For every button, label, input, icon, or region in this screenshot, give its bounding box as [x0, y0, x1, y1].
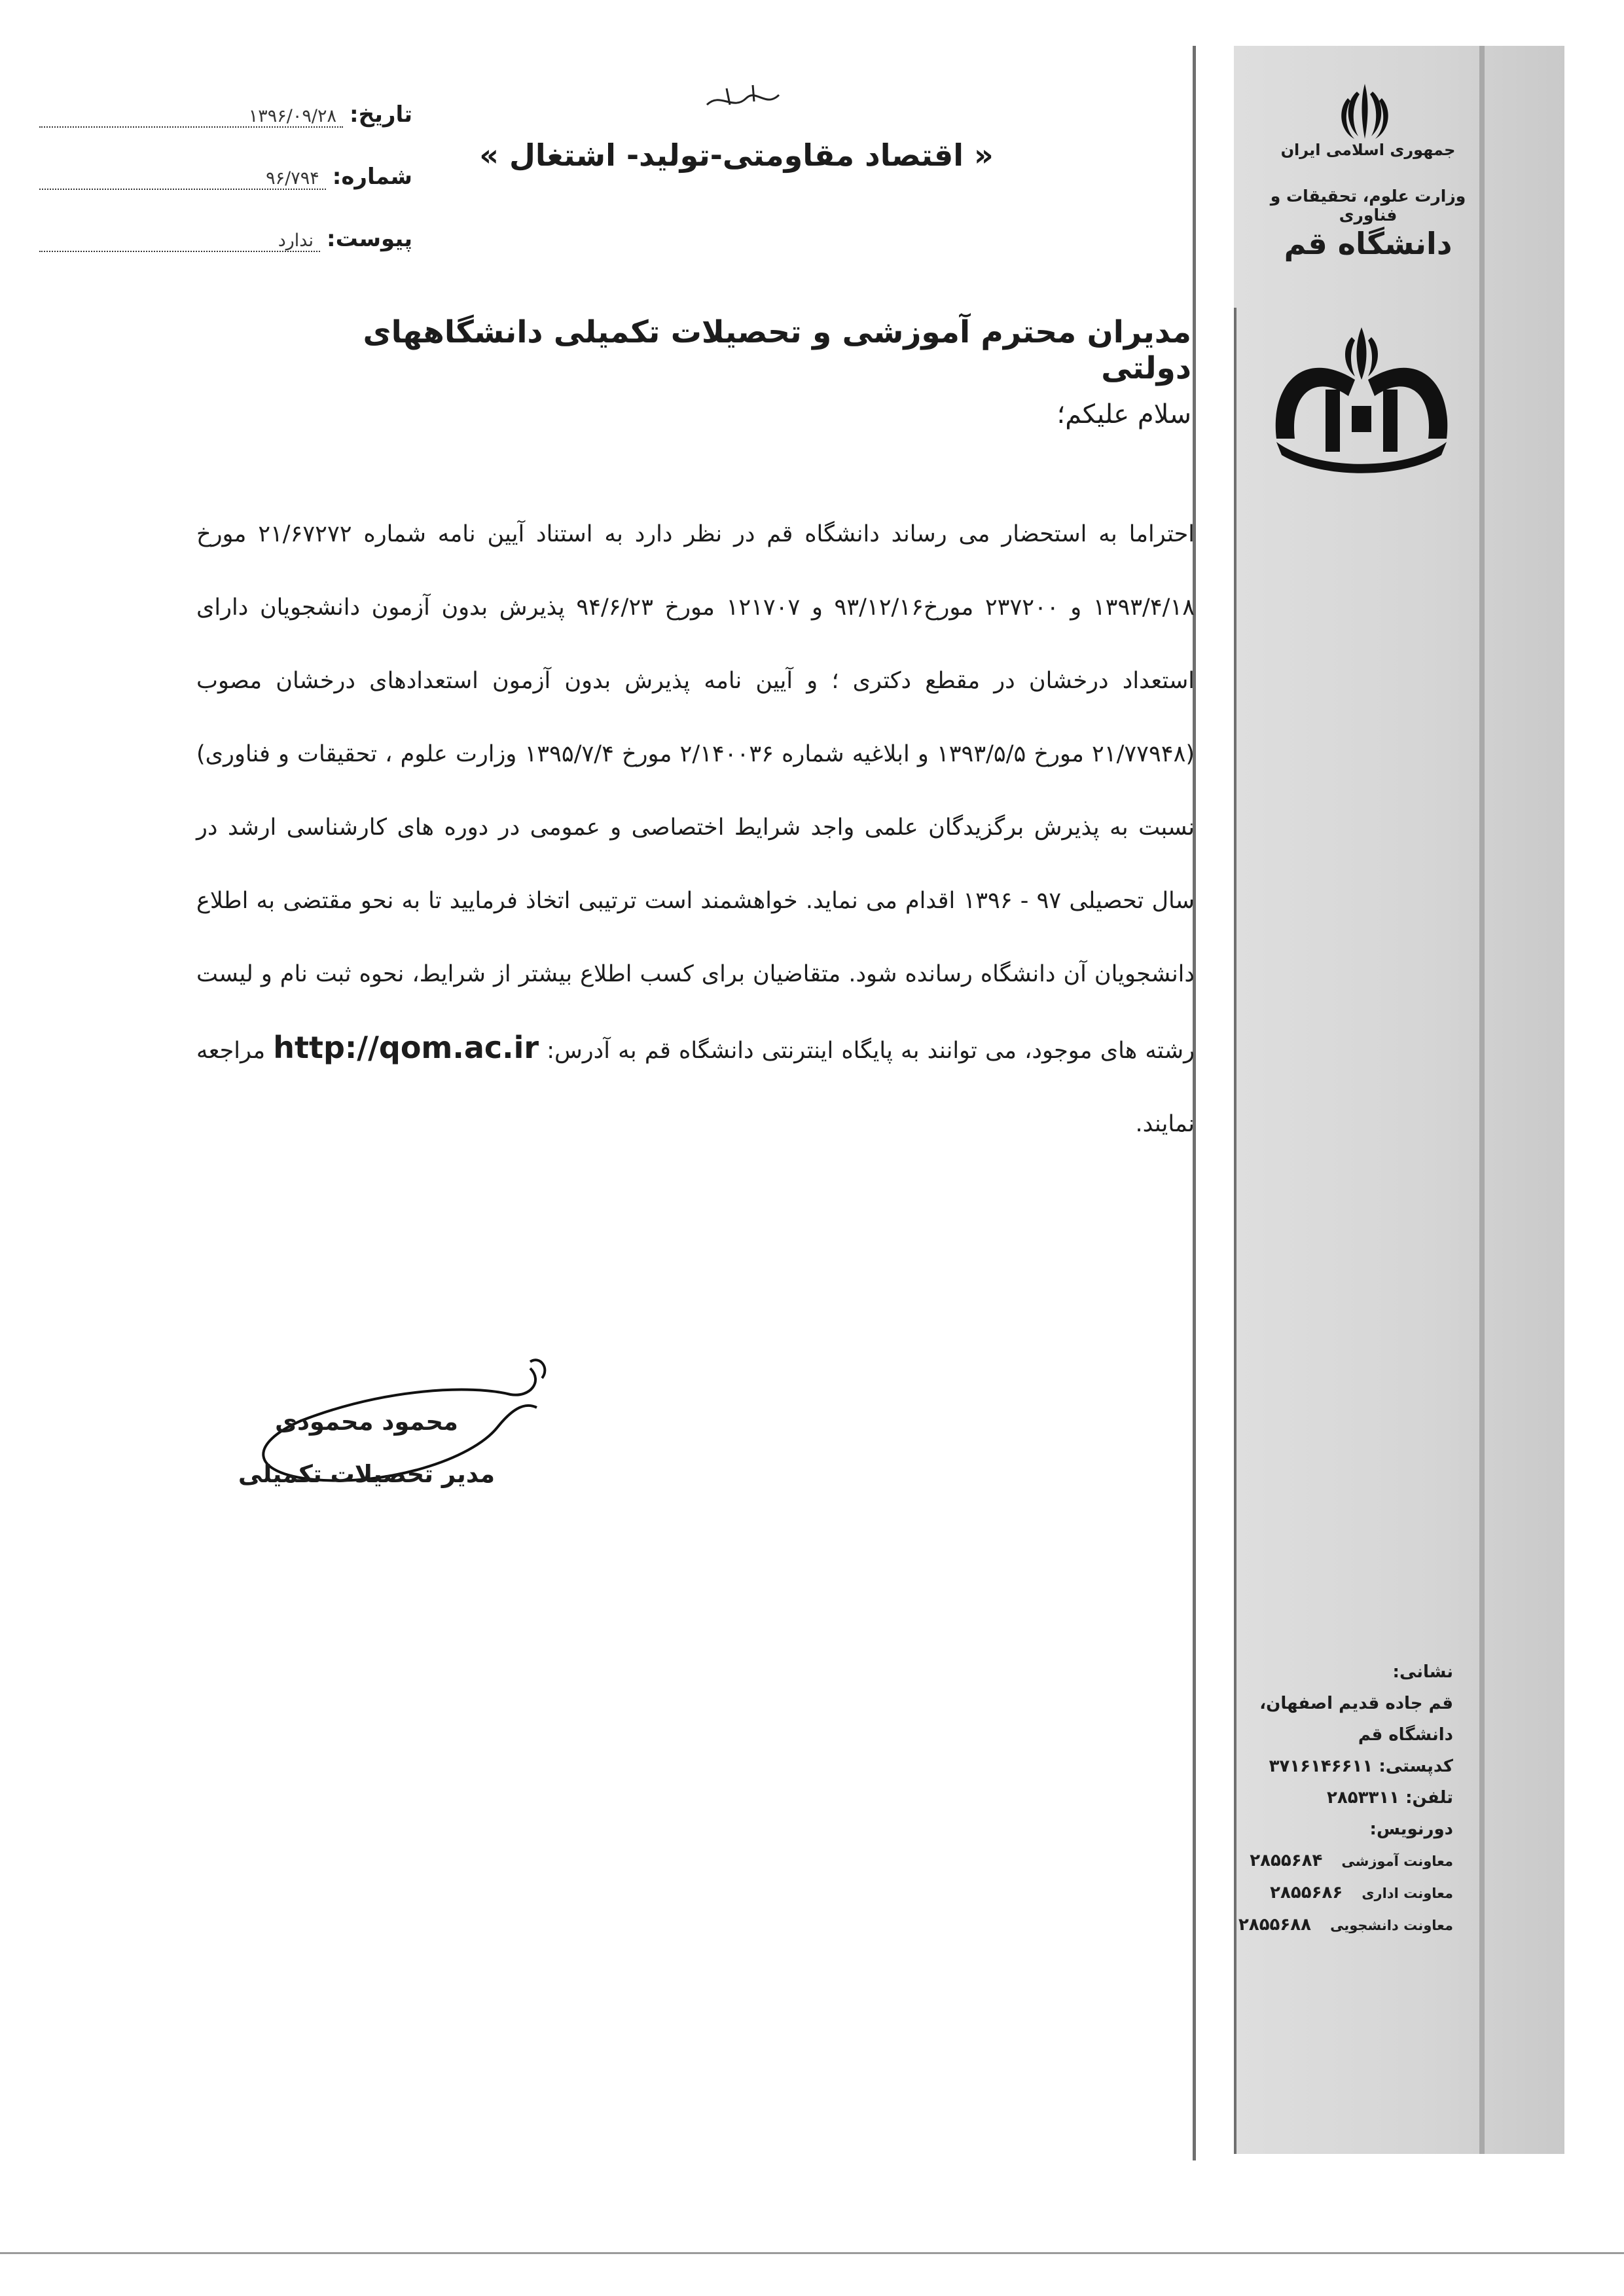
letter-meta: [39, 65, 412, 252]
attachment-row: [39, 190, 412, 252]
recipient-line: مدیران محترم آموزشی و تحصیلات تکمیلی دانشگاههای دولتی: [363, 314, 1191, 386]
address-line-2: دانشگاه قم: [1358, 1725, 1453, 1745]
fax-admin-number: ۲۸۵۵۶۸۶: [1270, 1883, 1343, 1903]
fax-student-row: [1231, 1909, 1453, 1941]
letter-closing: مراجعه نمایند.: [196, 1038, 1195, 1137]
date-row: [39, 65, 412, 128]
number-row: [39, 128, 412, 190]
postal-code: کدپستی: ۳۷۱۶۱۴۶۶۱۱: [1269, 1757, 1453, 1776]
website-link[interactable]: http://qom.ac.ir: [273, 1030, 539, 1065]
phone-number: تلفن: ۲۸۵۳۳۱۱: [1326, 1788, 1453, 1808]
fax-academic-number: ۲۸۵۵۶۸۴: [1250, 1851, 1323, 1870]
address-line-1: قم جاده قدیم اصفهان،: [1259, 1694, 1453, 1713]
date-label: تاریخ:: [350, 101, 412, 128]
sidebar-edge-stripe: [1479, 46, 1485, 2154]
attachment-value: ندارد: [39, 230, 320, 252]
date-value: ۱۳۹۶/۰۹/۲۸: [39, 106, 343, 128]
fax-admin-label: معاونت اداری: [1362, 1886, 1453, 1901]
number-value: ۹۶/۷۹۴: [39, 168, 326, 190]
slogan: « اقتصاد مقاومتی-تولید- اشتغال »: [479, 137, 994, 173]
iran-emblem-icon: [1332, 79, 1398, 144]
page-bottom-edge: [0, 2252, 1624, 2254]
sidebar-ministry: وزارت علوم، تحقیقات و فناوری: [1270, 187, 1466, 225]
attachment-label: پیوست:: [327, 226, 412, 252]
fax-admin-row: [1231, 1877, 1453, 1909]
signer-name: محمود محمودی: [275, 1408, 458, 1436]
university-logo-icon: [1263, 308, 1460, 478]
sidebar-address-block: [1231, 1656, 1453, 1941]
basmala-calligraphy-icon: [700, 79, 785, 118]
fax-student-number: ۲۸۵۵۶۸۸: [1238, 1915, 1312, 1935]
greeting: سلام علیکم؛: [1056, 399, 1191, 429]
fax-label: دورنویس:: [1369, 1819, 1453, 1839]
address-label: نشانی:: [1392, 1662, 1453, 1682]
fax-academic-label: معاونت آموزشی: [1341, 1853, 1453, 1869]
sidebar-country: جمهوری اسلامی ایران: [1280, 141, 1456, 159]
number-label: شماره:: [332, 164, 412, 190]
sidebar-university: دانشگاه قم: [1284, 226, 1453, 261]
letter-body: [196, 498, 1195, 1161]
fax-student-label: معاونت دانشجویی: [1330, 1918, 1453, 1933]
letter-body-text: احتراما به استحضار می رساند دانشگاه قم در نظر دارد به استناد آیین نامه شماره ۲۱/۶۷۲۷۲ مورخ ۱۳۹۳/۴/۱۸ و ۲۳۷۲۰۰ مورخ۹۳/۱۲/۱۶ و ۱۲۱۷۰۷ مورخ ۹۴/۶/۲۳ پذیرش بدون آزمون دانشجویان دارای استعداد درخشان در مقطع دکتری ؛ و آیین نامه پذیرش بدون آزمون استعدادهای درخشان مصوب (۲۱/۷۷۹۴۸ مورخ ۱۳۹۳/۵/۵ و ابلاغیه شماره ۲/۱۴۰۰۳۶ مورخ ۱۳۹۵/۷/۴ وزارت علوم ، تحقیقات و فناوری) نسبت به پذیرش برگزیدگان علمی واجد شرایط اختصاصی و عمومی در دوره های کارشناسی ارشد در سال تحصیلی ۹۷ - ۱۳۹۶ اقدام می نماید. خواهشمند است ترتیبی اتخاذ فرمایید تا به نحو مقتضی به اطلاع دانشجویان آن دانشگاه رسانده شود. متقاضیان برای کسب اطلاع بیشتر از شرایط، نحوه ثبت نام و لیست رشته های موجود، می توانند به پایگاه اینترنتی دانشگاه قم به آدرس:: [196, 521, 1195, 1064]
fax-academic-row: [1231, 1845, 1453, 1877]
signer-title: مدیر تحصیلات تکمیلی: [238, 1460, 496, 1488]
